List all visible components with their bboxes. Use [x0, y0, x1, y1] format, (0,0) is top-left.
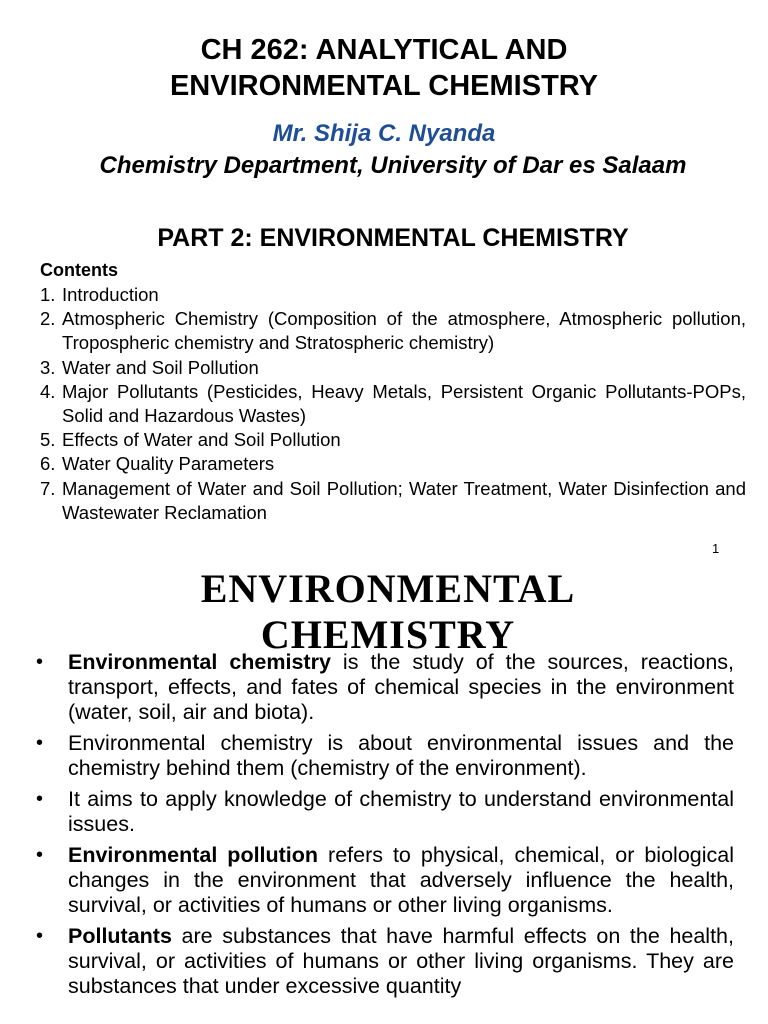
contents-item: [40, 380, 746, 428]
contents-item-text: Water Quality Parameters: [62, 453, 275, 475]
bullet-body: Environmental chemistry is about environmental issues and the chemistry behind them (chemistry of the environment).: [68, 731, 734, 780]
contents-item-text: Major Pollutants (Pesticides, Heavy Metals, Persistent Organic Pollutants-POPs, Solid and Hazardous Wastes): [62, 380, 746, 427]
bullet-item: [36, 787, 734, 837]
part-title: PART 2: ENVIRONMENTAL CHEMISTRY: [157, 224, 629, 252]
slide1-title-line2: ENVIRONMENTAL CHEMISTRY: [169, 70, 599, 102]
bullet-text: [68, 650, 734, 725]
bullet-item: [36, 843, 734, 918]
contents-item-number: 6.: [40, 453, 56, 475]
contents-item: [40, 477, 746, 525]
slide2-title: [0, 566, 768, 658]
contents-item-text: Effects of Water and Soil Pollution: [62, 429, 341, 451]
contents-item: [40, 428, 746, 452]
bullet-body: It aims to apply knowledge of chemistry to understand environmental issues.: [68, 787, 734, 836]
bullet-item: [36, 924, 734, 999]
contents-item-number: 4.: [40, 380, 56, 402]
contents-item-text: Introduction: [62, 284, 159, 305]
bullet-item: [36, 731, 734, 781]
contents-heading: Contents: [40, 260, 118, 280]
bullet-icon: •: [36, 788, 44, 810]
author-name: Mr. Shija C. Nyanda: [272, 120, 496, 147]
contents-item: [40, 356, 746, 380]
bullet-list: [36, 650, 734, 1005]
contents-item-number: 3.: [40, 356, 56, 378]
contents-item: [40, 307, 746, 355]
bullet-body: is the study of the sources, reactions, transport, effects, and fates of chemical species in the environment (water, soil, air and biota).: [68, 650, 735, 724]
bullet-icon: •: [36, 732, 44, 754]
page-number: 1: [712, 541, 720, 556]
contents-item-number: 5.: [40, 429, 56, 451]
contents-item-number: 1.: [40, 284, 56, 305]
bullet-text: [68, 843, 734, 918]
bullet-text: [68, 924, 734, 999]
bullet-text: [68, 787, 734, 837]
bullet-text: [68, 731, 734, 781]
slide2-title-line1: ENVIRONMENTAL: [200, 566, 576, 611]
bullet-bold-term: Environmental chemistry: [68, 650, 331, 674]
bullet-icon: •: [36, 925, 44, 947]
bullet-bold-term: Environmental pollution: [68, 843, 319, 867]
contents-list: [40, 283, 746, 525]
bullet-body: refers to physical, chemical, or biological changes in the environment that adversely influence the health, survival, or activities of humans or other living organisms.: [68, 843, 734, 917]
slide1-title-line1: CH 262: ANALYTICAL AND: [200, 34, 568, 66]
contents-item-number: 7.: [40, 477, 56, 499]
bullet-icon: •: [36, 844, 44, 866]
contents-item: [40, 283, 746, 307]
bullet-bold-term: Pollutants: [68, 924, 172, 948]
slide2-title-line2: CHEMISTRY: [260, 612, 516, 657]
contents-item-text: Water and Soil Pollution: [62, 356, 259, 378]
bullet-body: are substances that have harmful effects on the health, survival, or activities of humans or other living organisms. They are substances that under excessive quantity: [68, 924, 734, 998]
bullet-icon: •: [36, 651, 44, 673]
slide1-title: [0, 32, 768, 104]
contents-item-text: Management of Water and Soil Pollution; Water Treatment, Water Disinfection and Wastewater Reclamation: [62, 477, 746, 523]
department: Chemistry Department, University of Dar es Salaam: [99, 152, 687, 179]
contents-item: [40, 452, 746, 476]
contents-item-text: Atmospheric Chemistry (Composition of the atmosphere, Atmospheric pollution, Tropospheric chemistry and Stratospheric chemistry): [62, 308, 746, 354]
bullet-item: [36, 650, 734, 725]
contents-item-number: 2.: [40, 308, 56, 330]
